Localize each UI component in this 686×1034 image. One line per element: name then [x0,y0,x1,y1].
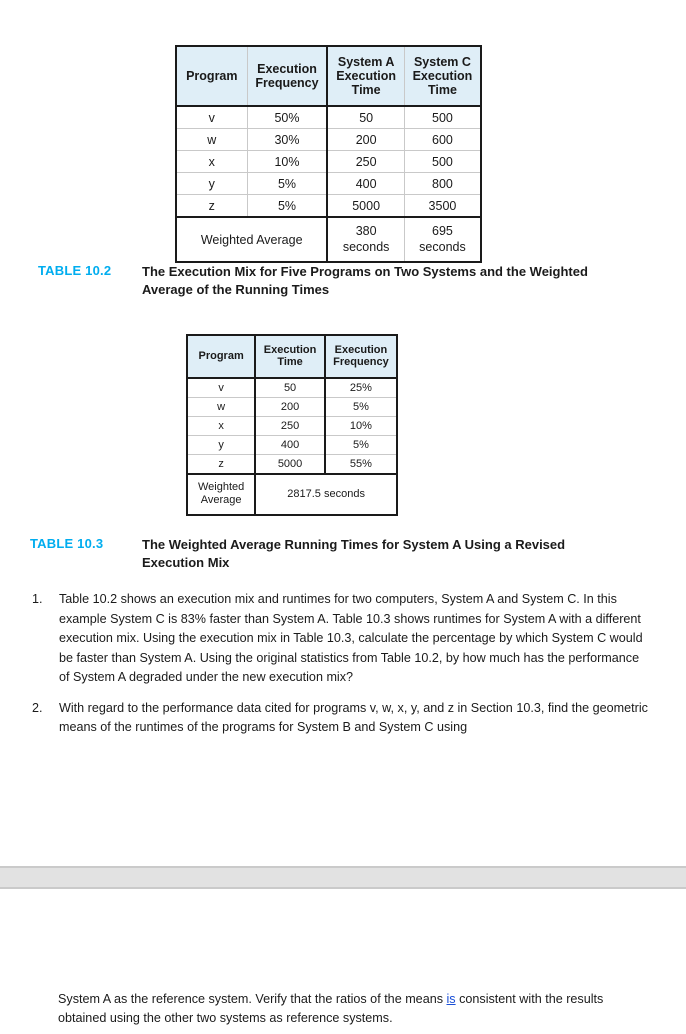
table-10-2-caption [38,263,638,299]
table-10-3-container [186,334,398,516]
header-line: Time [427,83,457,97]
cell-execution-frequency: 5% [325,397,397,416]
header-line: Execution [412,69,473,83]
question-text: With regard to the performance data cited for programs v, w, x, y, and z in Section 10.3, find the geometric means of the runtimes of the programs for System B and System C using [59,700,648,735]
cell-execution-frequency: 25% [325,378,397,398]
cell-execution-frequency: 55% [325,454,397,474]
header-line: Execution [336,69,397,83]
cell-frequency: 10% [247,151,327,173]
cell-system-c: 500 [404,151,481,173]
column-header-execution-frequency [325,335,397,378]
column-header-system-c-execution-time [404,46,481,106]
total-unit: seconds [342,239,390,254]
header-line: Execution [263,344,317,356]
caption-text: The Execution Mix for Five Programs on Two Systems and the Weighted Average of the Running Times [142,264,588,297]
caption-text: The Weighted Average Running Times for System A Using a Revised Execution Mix [142,537,566,570]
header-line: Time [351,83,381,97]
cell-execution-time: 5000 [255,454,325,474]
cell-weighted-average-system-c [404,217,481,262]
header-line: Time [277,356,303,369]
cell-program: v [176,106,247,129]
cell-system-c: 500 [404,106,481,129]
continuation-paragraph [58,990,628,1029]
page-break-separator [0,866,686,889]
cell-program: x [176,151,247,173]
cell-program: y [176,173,247,195]
table-row [187,435,397,454]
continuation-text-before: System A as the reference system. Verify that the ratios of the means [58,991,447,1006]
question-number: 1. [32,592,43,606]
cell-system-a: 5000 [327,195,404,218]
cell-program: w [187,397,255,416]
total-value: 380 [355,224,377,238]
list-item [30,590,650,688]
cell-program: y [187,435,255,454]
cell-program: x [187,416,255,435]
cell-execution-time: 400 [255,435,325,454]
column-header-program: Program [187,335,255,378]
caption-number: TABLE 10.3 [30,536,104,551]
caption-number: TABLE 10.2 [38,263,112,278]
table-row [187,378,397,398]
question-text: Table 10.2 shows an execution mix and runtimes for two computers, System A and System C. In this example System C is 83% faster than System A. Table 10.3 shows runtimes for System A with a different execution mix. Using the execution mix in Table 10.3, calculate the percentage by which System C would be faster than System A. Using the original statistics from Table 10.2, by how much has the performance of System A degraded under the new execution mix? [59,592,643,685]
cell-execution-frequency: 10% [325,416,397,435]
cell-execution-time: 250 [255,416,325,435]
table-10-3-caption [30,536,630,572]
table-10-3-header [187,335,397,378]
question-number: 2. [32,700,43,715]
cell-program: w [176,129,247,151]
questions-list [30,590,650,749]
cell-system-a: 50 [327,106,404,129]
column-header-program: Program [176,46,247,106]
cell-weighted-average-label [187,474,255,516]
header-line: Execution [257,62,317,76]
table-total-row [176,217,481,262]
table-row [176,151,481,173]
cell-system-c: 3500 [404,195,481,218]
cell-weighted-average-system-a [327,217,404,262]
total-value: 695 [432,224,453,238]
table-row [176,106,481,129]
cell-system-a: 200 [327,129,404,151]
column-header-system-a-execution-time [327,46,404,106]
cell-program: z [187,454,255,474]
table-row [176,129,481,151]
continuation-text-after: consistent with the results obtained using the other two systems as reference systems. [58,991,604,1026]
total-label-line: Weighted [197,480,245,493]
table-row [176,195,481,218]
total-unit: seconds [419,239,466,254]
column-header-execution-time [255,335,325,378]
cell-weighted-average-value: 2817.5 seconds [255,474,397,516]
table-row [187,416,397,435]
table-10-2 [175,45,482,263]
cell-execution-frequency: 5% [325,435,397,454]
total-label-line: Average [200,494,242,507]
cell-frequency: 30% [247,129,327,151]
list-item [30,699,650,738]
table-header-row [187,335,397,378]
table-10-3-body [187,378,397,516]
cell-frequency: 50% [247,106,327,129]
table-10-2-header [176,46,481,106]
cell-system-a: 400 [327,173,404,195]
table-10-2-container [175,45,482,263]
header-line: Frequency [255,76,319,90]
cell-execution-time: 200 [255,397,325,416]
table-10-3 [186,334,398,516]
cell-execution-time: 50 [255,378,325,398]
header-line: System A [337,55,395,69]
cell-program: v [187,378,255,398]
table-10-2-body [176,106,481,262]
column-header-execution-frequency [247,46,327,106]
cell-frequency: 5% [247,195,327,218]
cell-system-c: 600 [404,129,481,151]
table-header-row [176,46,481,106]
header-line: Execution [334,344,388,356]
cell-weighted-average-label: Weighted Average [176,217,327,262]
header-line: System C [413,55,471,69]
table-row [187,397,397,416]
header-line: Frequency [333,356,389,369]
grammar-suggestion-link[interactable]: is [446,991,456,1006]
cell-frequency: 5% [247,173,327,195]
cell-program: z [176,195,247,218]
cell-system-c: 800 [404,173,481,195]
table-row [187,454,397,474]
table-total-row [187,474,397,516]
table-row [176,173,481,195]
cell-system-a: 250 [327,151,404,173]
